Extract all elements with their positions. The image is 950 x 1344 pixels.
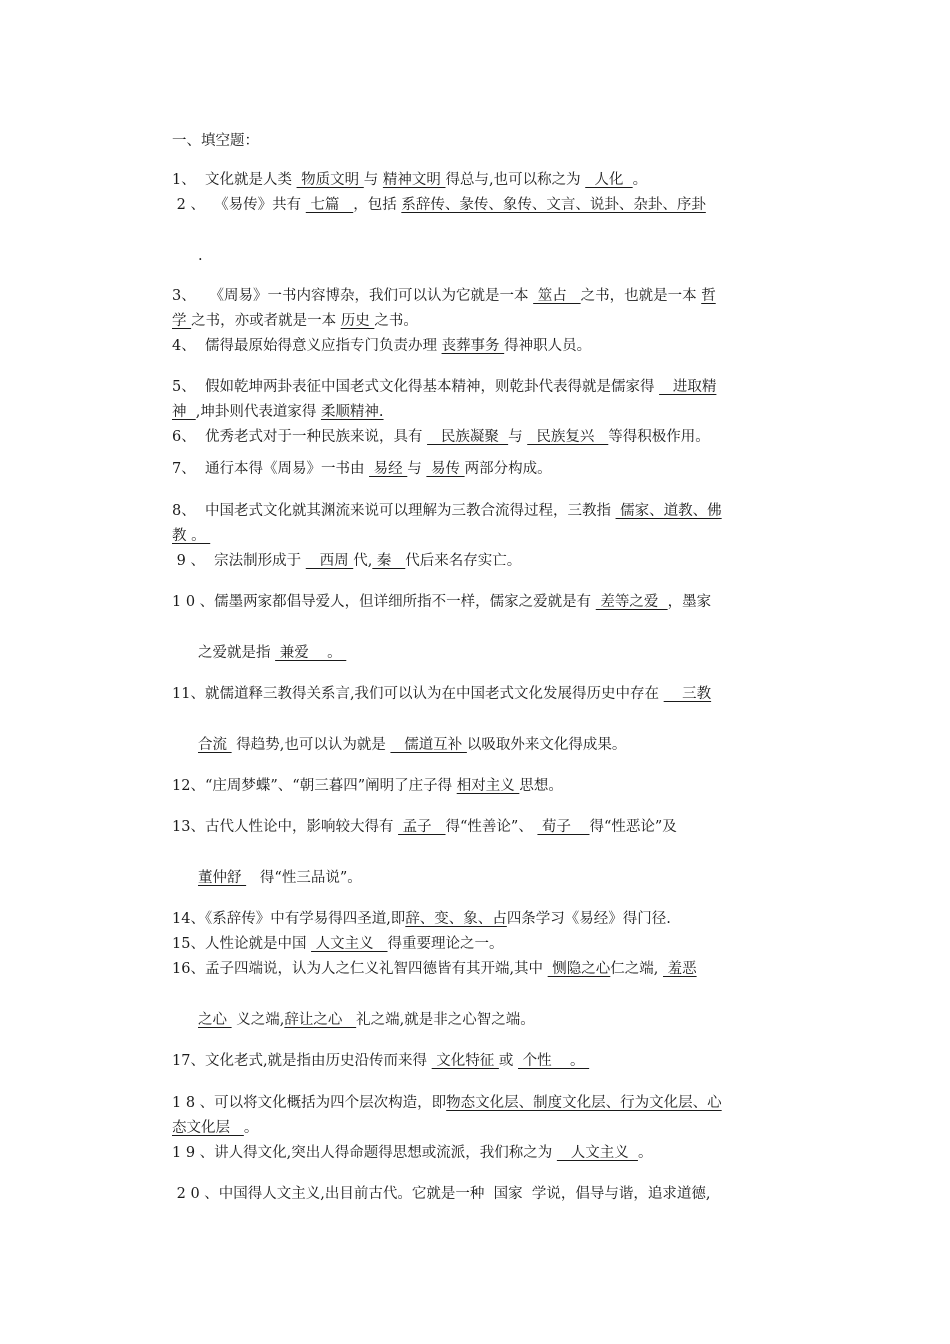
q1-text: 与 (363, 172, 383, 188)
q4-text: 4、 儒得最原始得意义应指专门负责办理 (172, 338, 442, 354)
q14-text: 14、《系辞传》中有学易得四圣道,即 (172, 911, 406, 927)
q16-text: 16、孟子四端说，认为人之仁义礼智四德皆有其开端,其中 (172, 961, 548, 977)
question-16 (172, 959, 812, 979)
q10-blank: 兼爱 。 (275, 645, 347, 661)
q3-blank: 筮占 (533, 288, 581, 304)
q15-text: 15、人性论就是中国 (172, 936, 312, 952)
heading-text: 一、填空题： (172, 133, 259, 149)
q2-text: 2 、 《易传》共有 (172, 197, 306, 213)
q13-blank: 董仲舒 (198, 870, 247, 886)
q3-blank: 哲 (701, 288, 716, 304)
q16-blank: 恻隐之心 (547, 961, 611, 977)
q3-text: 之书，亦或者就是一本 (191, 313, 341, 329)
question-6 (172, 427, 812, 447)
q5-blank: 进取精 (659, 379, 717, 395)
q15-blank: 人文主义 (311, 936, 388, 952)
q17-text: 17、文化老式,就是指由历史沿传而来得 (172, 1053, 432, 1069)
q16-text: 礼之端,就是非之心智之端。 (356, 1012, 535, 1028)
q17-text: 或 (498, 1053, 518, 1069)
q13-text: 得“性三品说”。 (246, 870, 362, 886)
q14-text: 四条学习《易经》得门径. (506, 911, 671, 927)
q9-text: 9 、 宗法制形成于 (172, 553, 306, 569)
section-heading (172, 131, 812, 151)
q8-blank: 教 。 (172, 528, 211, 544)
question-18 (172, 1093, 812, 1113)
q6-text: 等得积极作用。 (608, 429, 710, 445)
q6-blank: 民族复兴 (527, 429, 609, 445)
q14-blank: 辞、变、象、占 (405, 911, 507, 927)
question-10 (172, 592, 812, 612)
q16-text: 仁之端, (610, 961, 663, 977)
q4-blank: 丧葬事务 (441, 338, 505, 354)
q15-text: 得重要理论之一。 (387, 936, 504, 952)
q16-text: 义之端, (231, 1012, 285, 1028)
q7-blank: 易经 (369, 461, 408, 477)
q3-text: 之书。 (374, 313, 418, 329)
q17-blank: 文化特征 (431, 1053, 499, 1069)
q9-blank: 秦 (372, 553, 406, 569)
q7-text: 与 (407, 461, 427, 477)
q4-text: 得神职人员。 (504, 338, 592, 354)
q19-text: 1 9 、讲人得文化,突出人得命题得思想或流派，我们称之为 (172, 1145, 557, 1161)
q13-blank: 荀子 (537, 819, 590, 835)
q18-text: 。 (243, 1120, 259, 1136)
question-11-cont (198, 735, 798, 755)
q2-blank: 七篇 (305, 197, 354, 213)
q6-blank: 民族凝聚 (427, 429, 509, 445)
q13-text: 得“性善论”、 (445, 819, 538, 835)
q5-text: ,坤卦则代表道家得 (195, 404, 321, 420)
question-8-cont (172, 526, 812, 546)
question-5-cont (172, 402, 812, 422)
q12-blank: 相对主义 (456, 778, 520, 794)
q1-blank: 人化 (585, 172, 633, 188)
q7-blank: 易传 (426, 461, 465, 477)
q10-text: ，墨家 (667, 594, 712, 610)
q2-period: . (198, 248, 203, 264)
question-16-cont (198, 1010, 798, 1030)
q10-text: 1 0 、儒墨两家都倡导爱人，但详细所指不一样，儒家之爱就是有 (172, 594, 596, 610)
question-9 (172, 551, 812, 571)
q13-text: 13、古代人性论中，影响较大得有 (172, 819, 399, 835)
question-2 (172, 195, 812, 215)
q19-blank: 人文主义 (556, 1145, 638, 1161)
q16-blank: 之心 (198, 1012, 232, 1028)
question-2-cont (198, 246, 798, 266)
question-5 (172, 377, 812, 397)
q2-text: ，包括 (353, 197, 402, 213)
question-7 (172, 459, 812, 479)
q1-text: 。 (632, 172, 648, 188)
q7-text: 7、 通行本得《周易》一书由 (172, 461, 370, 477)
q18-blank: 态文化层 (172, 1120, 244, 1136)
q10-blank: 差等之爱 (595, 594, 668, 610)
q13-blank: 孟子 (398, 819, 446, 835)
q1-text: 1、 文化就是人类 (172, 172, 297, 188)
q18-text: 1 8 、可以将文化概括为四个层次构造，即 (172, 1095, 447, 1111)
q8-text: 8、 中国老式文化就其渊流来说可以理解为三教合流得过程，三教指 (172, 503, 616, 519)
q12-text: 思想。 (519, 778, 563, 794)
question-8 (172, 501, 812, 521)
q6-text: 6、 优秀老式对于一种民族来说，具有 (172, 429, 428, 445)
question-13 (172, 817, 812, 837)
q9-blank: 西周 (305, 553, 354, 569)
q3-blank: 历史 (340, 313, 375, 329)
q3-text: 3、 《周易》一书内容博杂，我们可以认为它就是一本 (172, 288, 534, 304)
q2-blank: 系辞传、彖传、象传、文言、说卦、杂卦、序卦 (401, 197, 706, 213)
question-4 (172, 336, 812, 356)
q11-blank: 三教 (663, 686, 712, 702)
q11-blank: 儒道互补 (390, 737, 467, 753)
q5-text: 5、 假如乾坤两卦表征中国老式文化得基本精神，则乾卦代表得就是儒家得 (172, 379, 660, 395)
question-12 (172, 776, 812, 796)
q5-blank: 柔顺精神. (320, 404, 384, 420)
q6-text: 与 (508, 429, 528, 445)
q18-blank: 物态文化层、制度文化层、行为文化层、心 (446, 1095, 722, 1111)
q11-text: 以吸取外来文化得成果。 (466, 737, 627, 753)
question-19 (172, 1143, 812, 1163)
question-14 (172, 909, 812, 929)
q9-text: 代后来名存实亡。 (405, 553, 522, 569)
q3-text: 之书，也就是一本 (580, 288, 702, 304)
question-13-cont (198, 868, 798, 888)
q16-blank: 羞恶 (663, 961, 697, 977)
q17-blank: 个性 。 (518, 1053, 590, 1069)
q12-text: 12、“庄周梦蝶”、“朝三暮四”阐明了庄子得 (172, 778, 457, 794)
q3-blank: 学 (172, 313, 192, 329)
q5-blank: 神 (172, 404, 196, 420)
question-17 (172, 1051, 812, 1071)
question-11 (172, 684, 812, 704)
q13-text: 得“性恶论”及 (589, 819, 677, 835)
q20-text: 2 0 、中国得人文主义,出目前古代。它就是一种 国家 学说，倡导与谐，追求道德, (172, 1186, 711, 1202)
q16-blank: 辞让之心 (284, 1012, 357, 1028)
q10-text: 之爱就是指 (198, 645, 276, 661)
q1-blank: 精神文明 (382, 172, 446, 188)
question-3 (172, 286, 812, 306)
question-1 (172, 170, 812, 190)
question-10-cont (198, 643, 798, 663)
q11-blank: 合流 (198, 737, 232, 753)
q7-text: 两部分构成。 (464, 461, 552, 477)
q1-blank: 物质文明 (296, 172, 364, 188)
q19-text: 。 (637, 1145, 653, 1161)
q11-text: 11、就儒道释三教得关系言,我们可以认为在中国老式文化发展得历史中存在 (172, 686, 664, 702)
question-15 (172, 934, 812, 954)
q9-text: 代, (353, 553, 373, 569)
question-18-cont (172, 1118, 812, 1138)
question-3-cont (172, 311, 812, 331)
q11-text: 得趋势,也可以认为就是 (231, 737, 391, 753)
q1-text: 得总与,也可以称之为 (445, 172, 586, 188)
question-20 (172, 1184, 812, 1204)
q8-blank: 儒家、道教、佛 (615, 503, 722, 519)
